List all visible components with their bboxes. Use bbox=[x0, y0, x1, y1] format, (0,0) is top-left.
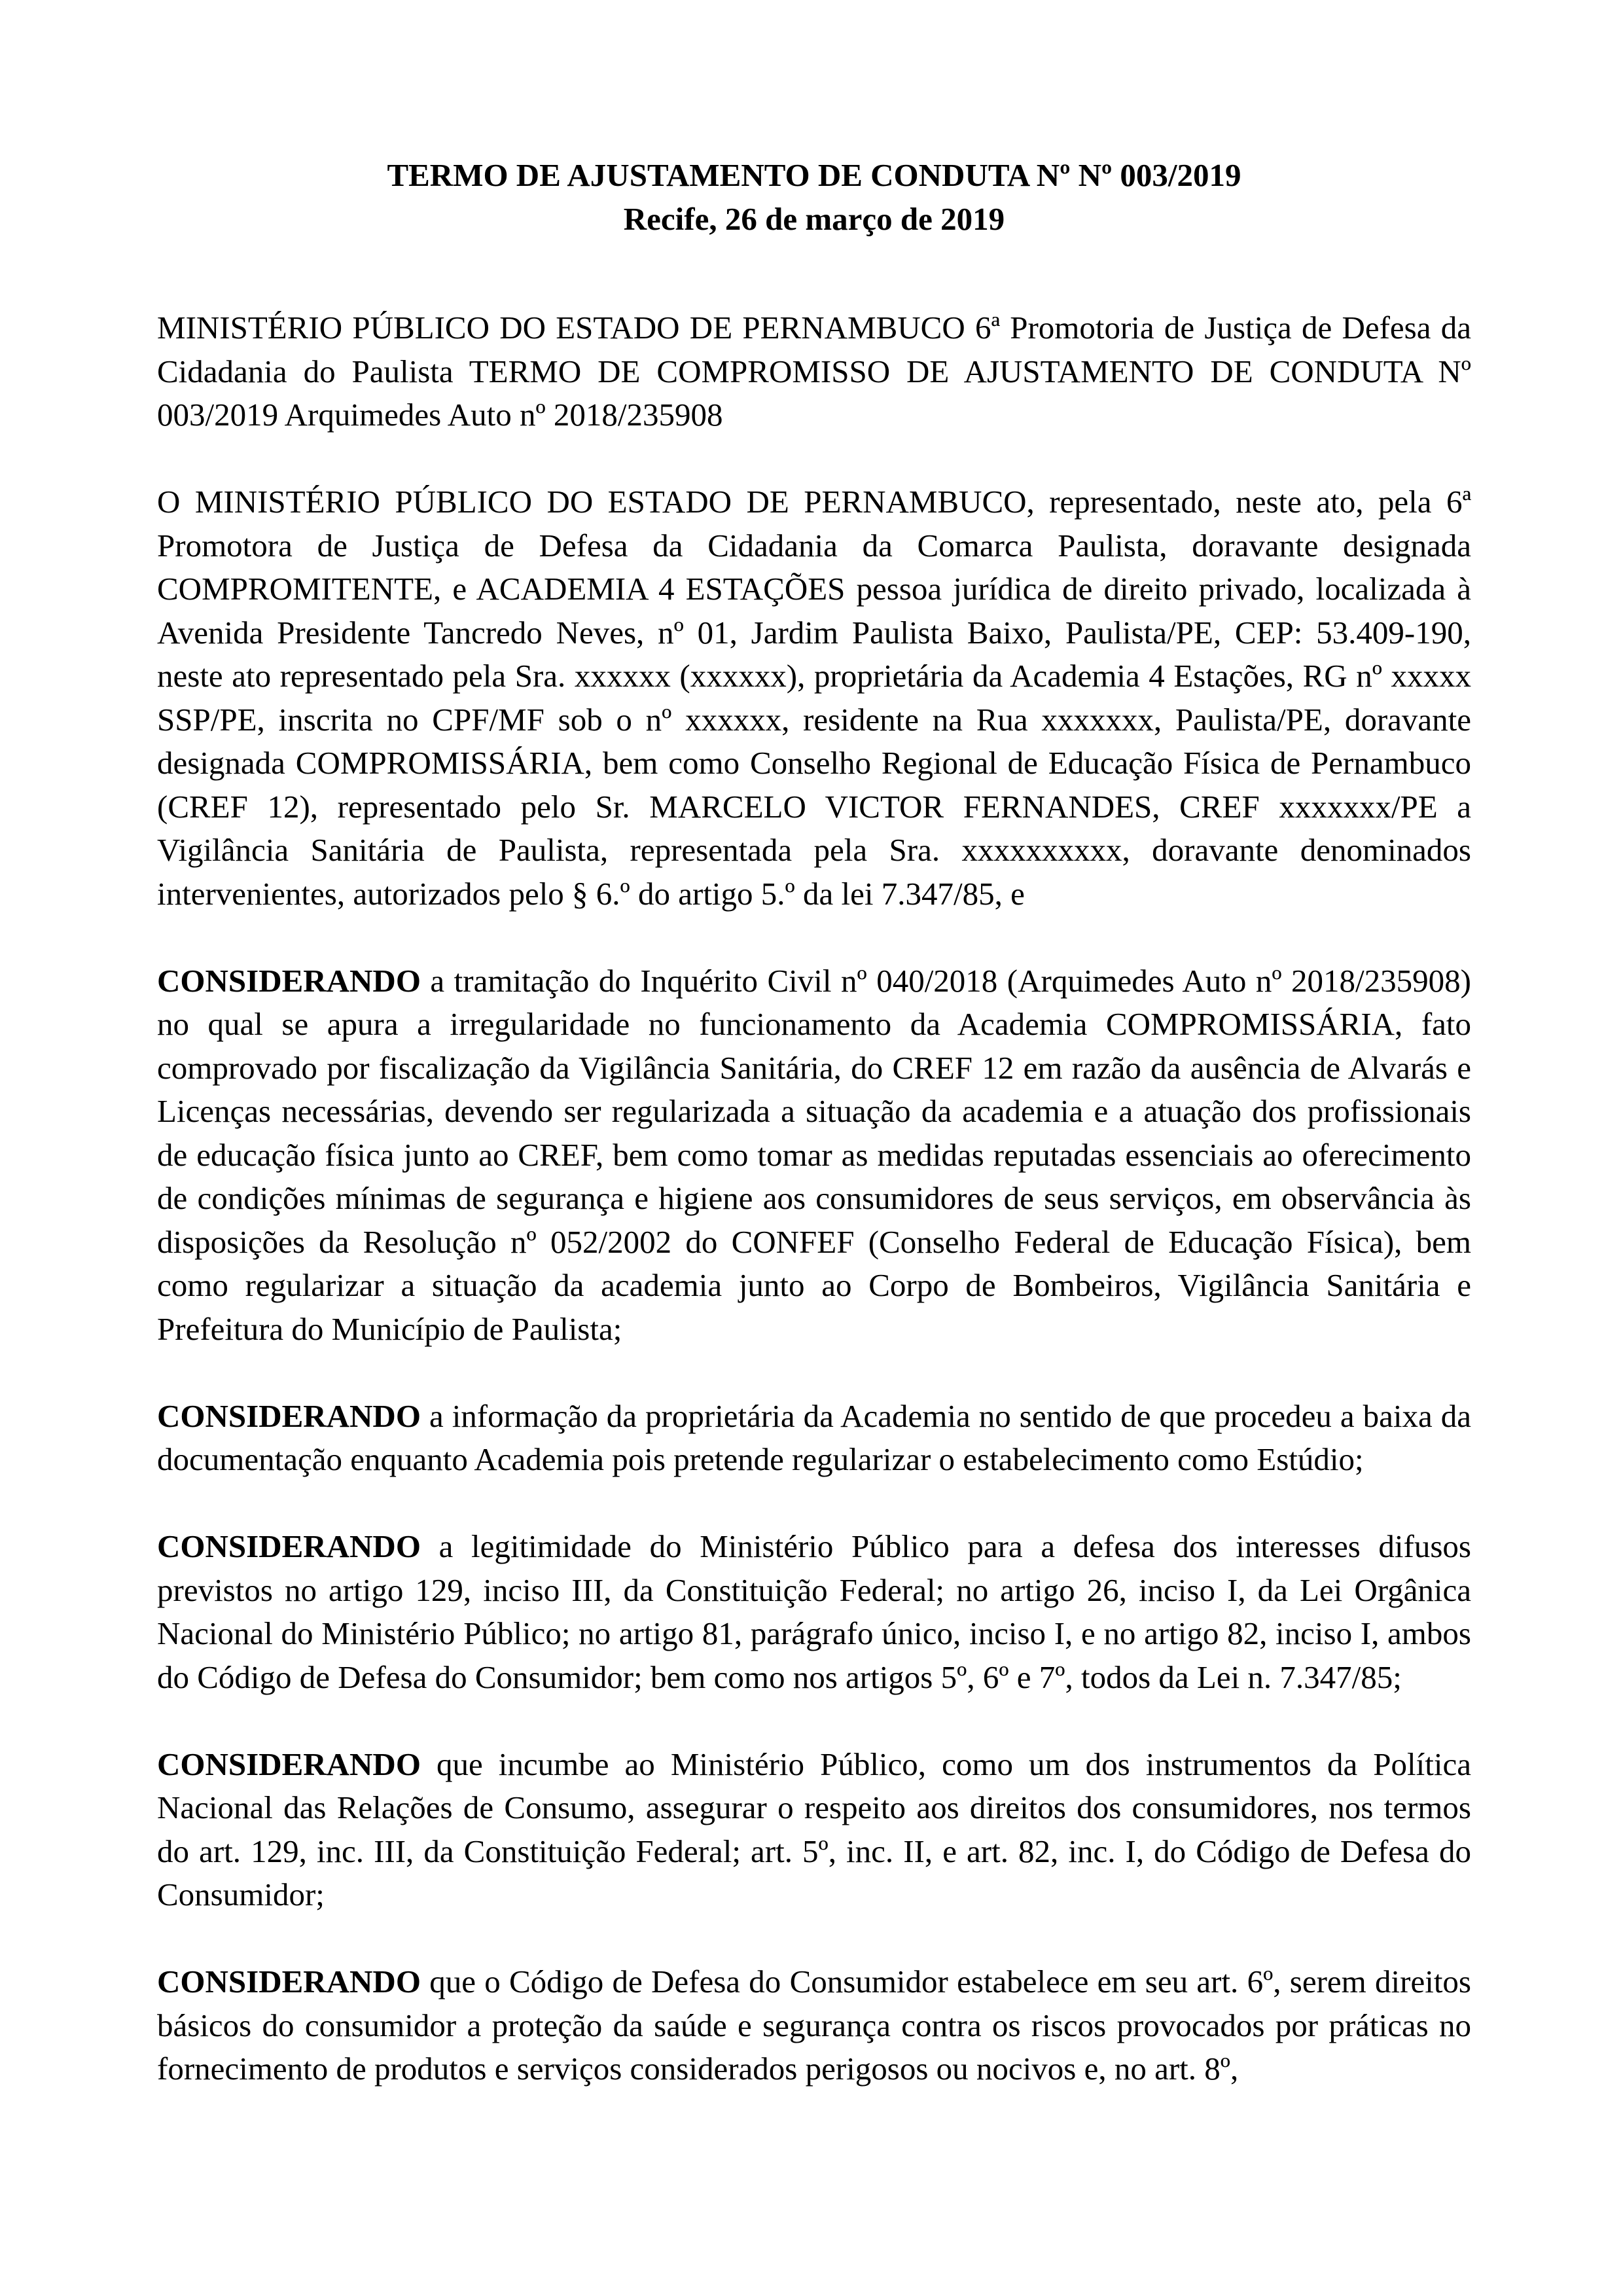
considerando-keyword: CONSIDERANDO bbox=[157, 1746, 421, 1782]
document-body bbox=[157, 154, 1471, 2091]
header-paragraph: MINISTÉRIO PÚBLICO DO ESTADO DE PERNAMBUCO 6ª Promotoria de Justiça de Defesa da Cidadania do Paulista TERMO DE COMPROMISSO DE AJUSTAMENTO DE CONDUTA Nº 003/2019 Arquimedes Auto nº 2018/235908 bbox=[157, 310, 1471, 433]
considerando-keyword: CONSIDERANDO bbox=[157, 1397, 421, 1434]
parties-paragraph: O MINISTÉRIO PÚBLICO DO ESTADO DE PERNAMBUCO, representado, neste ato, pela 6ª Promotora de Justiça de Defesa da Cidadania da Comarca Paulista, doravante designada COMPROMITENTE, e ACADEMIA 4 ESTAÇÕES pessoa jurídica de direito privado, localizada à Avenida Presidente Tancredo Neves, nº 01, Jardim Paulista Baixo, Paulista/PE, CEP: 53.409-190, neste ato representado pela Sra. xxxxxx (xxxxxx), proprietária da Academia 4 Estações, RG nº xxxxx SSP/PE, inscrita no CPF/MF sob o nº xxxxxx, residente na Rua xxxxxxx, Paulista/PE, doravante designada COMPROMISSÁRIA, bem como Conselho Regional de Educação Física de Pernambuco (CREF 12), representado pelo Sr. MARCELO VICTOR FERNANDES, CREF xxxxxxx/PE a Vigilância Sanitária de Paulista, representada pela Sra. xxxxxxxxxx, doravante denominados intervenientes, autorizados pelo § 6.º do artigo 5.º da lei 7.347/85, e bbox=[157, 484, 1471, 912]
considerando-paragraph bbox=[157, 1525, 1471, 1699]
considerando-keyword: CONSIDERANDO bbox=[157, 962, 421, 999]
considerando-paragraph bbox=[157, 960, 1471, 1352]
considerando-keyword: CONSIDERANDO bbox=[157, 1528, 421, 1564]
considerando-text: que incumbe ao Ministério Público, como um dos instrumentos da Política Nacional das Relações de Consumo, assegurar o respeito aos direitos dos consumidores, nos termos do art. 129, inc. III, da Constituição Federal; art. 5º, inc. II, e art. 82, inc. I, do Código de Defesa do Consumidor; bbox=[157, 1746, 1471, 1912]
considerando-text: a legitimidade do Ministério Público para a defesa dos interesses difusos previstos no artigo 129, inciso III, da Constituição Federal; no artigo 26, inciso I, da Lei Orgânica Nacional do Ministério Público; no artigo 81, parágrafo único, inciso I, e no artigo 82, inciso I, ambos do Código de Defesa do Consumidor; bem como nos artigos 5º, 6º e 7º, todos da Lei n. 7.347/85; bbox=[157, 1528, 1471, 1695]
document-title: TERMO DE AJUSTAMENTO DE CONDUTA Nº Nº 003/2019 bbox=[387, 157, 1241, 193]
considerando-paragraph bbox=[157, 1395, 1471, 1482]
considerando-text: a informação da proprietária da Academia no sentido de que procedeu a baixa da documentação enquanto Academia pois pretende regularizar o estabelecimento como Estúdio; bbox=[157, 1397, 1471, 1477]
considerando-text: que o Código de Defesa do Consumidor estabelece em seu art. 6º, serem direitos básicos do consumidor a proteção da saúde e segurança contra os riscos provocados por práticas no fornecimento de produtos e serviços considerados perigosos ou nocivos e, no art. 8º, bbox=[157, 1964, 1471, 2087]
document-date: Recife, 26 de março de 2019 bbox=[623, 200, 1005, 237]
considerando-text: a tramitação do Inquérito Civil nº 040/2018 (Arquimedes Auto nº 2018/235908) no qual se apura a irregularidade no funcionamento da Academia COMPROMISSÁRIA, fato comprovado por fiscalização da Vigilância Sanitária, do CREF 12 em razão da ausência de Alvarás e Licenças necessárias, devendo ser regularizada a situação da academia e a atuação dos profissionais de educação física junto ao CREF, bem como tomar as medidas reputadas essenciais ao oferecimento de condições mínimas de segurança e higiene aos consumidores de seus serviços, em observância às disposições da Resolução nº 052/2002 do CONFEF (Conselho Federal de Educação Física), bem como regularizar a situação da academia junto ao Corpo de Bombeiros, Vigilância Sanitária e Prefeitura do Município de Paulista; bbox=[157, 962, 1471, 1347]
considerando-keyword: CONSIDERANDO bbox=[157, 1964, 421, 2000]
considerando-paragraph bbox=[157, 1743, 1471, 1917]
considerando-paragraph bbox=[157, 1960, 1471, 2091]
